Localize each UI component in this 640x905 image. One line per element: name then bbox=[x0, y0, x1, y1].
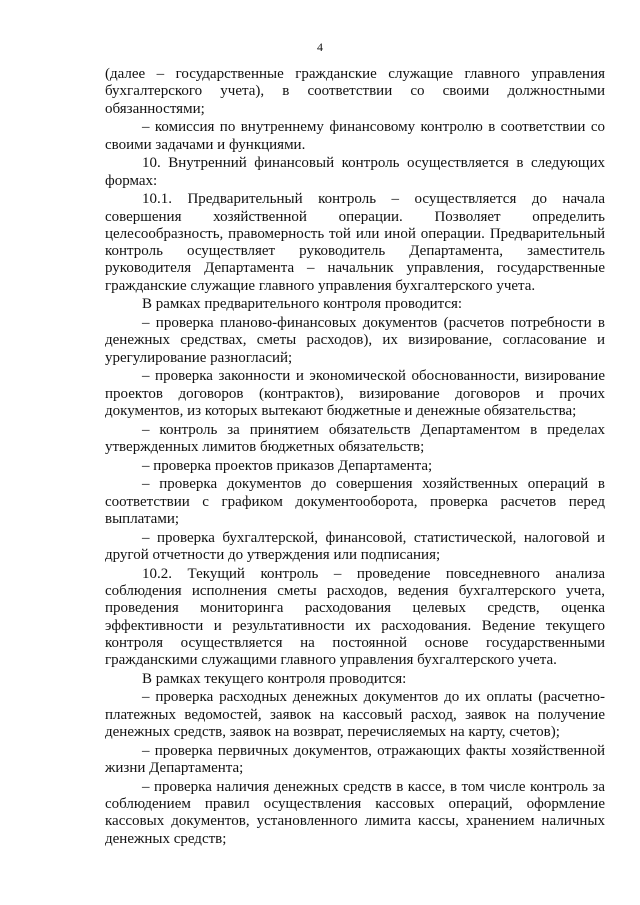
preliminary-control-lead-in: В рамках предварительного контроля проводится: bbox=[142, 296, 463, 313]
list-item: – проверка документов до совершения хозяйственных операций в соответствии с графиком документооборота, проверка расчетов перед выплатами; bbox=[105, 476, 605, 527]
clause-10-1-preliminary-control: 10.1. Предварительный контроль – осуществляется до начала совершения хозяйственной операции. Позволяет определить целесообразность, правомерность той или иной операции. Предварительный контроль осуществляет руководитель Департамента, заместитель руководителя Департамента – начальник управления, государственные гражданские служащие главного управления бухгалтерского учета. bbox=[105, 191, 605, 294]
list-item: – проверка расходных денежных документов до их оплаты (расчетно-платежных ведомостей, заявок на кассовый расход, заявок на получение денежных средств, заявок на возврат, перечисляемых на карту, счетов); bbox=[105, 689, 605, 741]
list-item: – контроль за принятием обязательств Департаментом в пределах утвержденных лимитов бюджетных обязательств; bbox=[105, 421, 605, 455]
current-control-lead-in: В рамках текущего контроля проводится: bbox=[142, 670, 407, 687]
list-item: – проверка наличия денежных средств в кассе, в том числе контроль за соблюдением правил осуществления кассовых операций, оформление кассовых документов, установленного лимита кассы, хранением наличных денежных средств; bbox=[105, 778, 605, 847]
list-item-commission: – комиссия по внутреннему финансовому контролю в соответствии со своими задачами и функциями. bbox=[105, 119, 605, 153]
list-item: – проверка планово-финансовых документов (расчетов потребности в денежных средствах, сметы расходов), их визирование, согласование и урегулирование разногласий; bbox=[105, 315, 605, 366]
paragraph-continuation: (далее – государственные гражданские служащие главного управления бухгалтерского учета), в соответствии со своими должностными обязанностями; bbox=[105, 66, 605, 117]
clause-10-2-current-control: 10.2. Текущий контроль – проведение повседневного анализа соблюдения исполнения сметы расходов, ведения бухгалтерского учета, проведения мониторинга расходования целевых средств, оценка эффективности и результативности их расходования. Ведение текущего контроля осуществляется на постоянной основе государственными гражданскими служащими главного управления бухгалтерского учета. bbox=[105, 565, 605, 669]
document-body bbox=[105, 66, 605, 849]
list-item: – проверка законности и экономической обоснованности, визирование проектов договоров (контрактов), визирование договоров и прочих документов, из которых вытекают бюджетные и денежные обязательства; bbox=[105, 368, 605, 419]
page-number: 4 bbox=[317, 40, 323, 54]
clause-10: 10. Внутренний финансовый контроль осуществляется в следующих формах: bbox=[105, 155, 605, 189]
list-item: – проверка первичных документов, отражающих факты хозяйственной жизни Департамента; bbox=[105, 742, 605, 777]
list-item: – проверка бухгалтерской, финансовой, статистической, налоговой и другой отчетности до утверждения или подписания; bbox=[105, 529, 605, 563]
list-item: – проверка проектов приказов Департамента; bbox=[142, 457, 433, 474]
